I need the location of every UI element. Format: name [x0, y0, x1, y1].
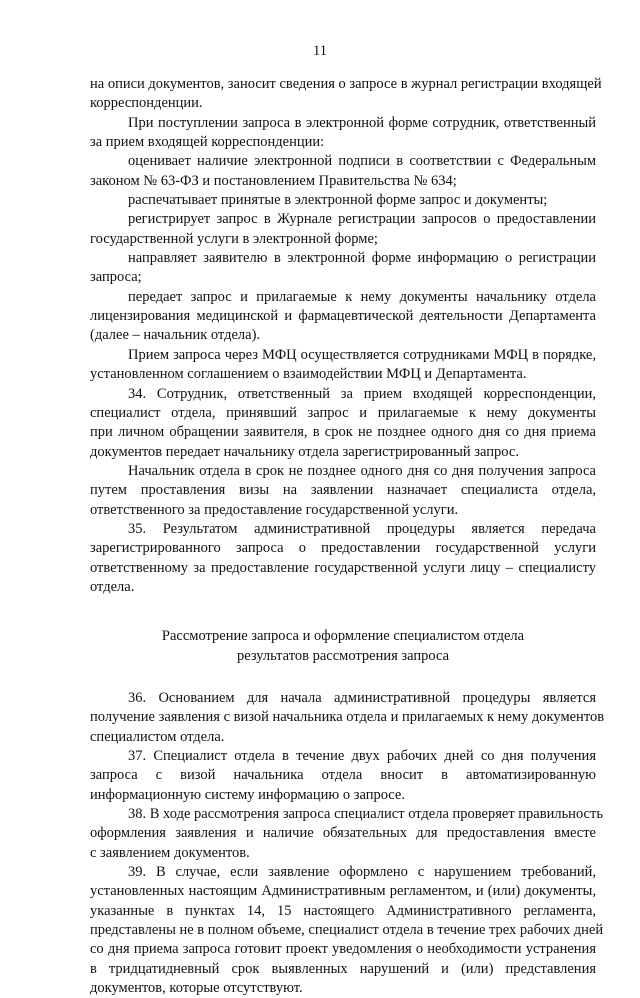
- heading-spacer-top: [90, 597, 596, 627]
- paragraph: [90, 805, 603, 863]
- paragraph-line: лицензирования медицинской и фармацевтической деятельности Департамента: [90, 308, 596, 325]
- paragraph-line: путем проставления визы на заявлении назначает специалиста отдела,: [90, 482, 596, 499]
- section-heading: [90, 627, 596, 666]
- paragraph-line: ответственного за предоставление государственной услуги.: [90, 501, 459, 518]
- document-body: [90, 75, 605, 998]
- paragraph-line: (далее – начальник отдела).: [90, 327, 261, 344]
- paragraph: [90, 385, 596, 462]
- paragraph-line: отдела.: [90, 578, 135, 595]
- paragraph: [90, 210, 596, 249]
- paragraph-line: установленном соглашением о взаимодействии МФЦ и Департамента.: [90, 366, 527, 383]
- paragraph: [90, 249, 596, 288]
- paragraph-line: зарегистрированного запроса о предоставлении государственной услуги: [90, 540, 596, 557]
- paragraph-line: запроса;: [90, 269, 142, 286]
- paragraph: [90, 75, 602, 114]
- paragraph: [90, 191, 596, 210]
- paragraph-line: Прием запроса через МФЦ осуществляется сотрудниками МФЦ в порядке,: [128, 346, 596, 363]
- heading-spacer-bottom: [90, 666, 596, 689]
- paragraph-line: документов, которые отсутствуют.: [90, 980, 303, 997]
- paragraph-line: государственной услуги в электронной форме;: [90, 230, 378, 247]
- paragraph: [90, 520, 596, 597]
- paragraph-line: ответственному за предоставление государственной услуги лицу – специалисту: [90, 559, 596, 576]
- paragraph-line: корреспонденции.: [90, 95, 203, 112]
- paragraph: [90, 462, 596, 520]
- paragraph-line: специалист отдела, принявший запрос и прилагаемые к нему документы: [90, 404, 596, 421]
- paragraph-line: 37. Специалист отдела в течение двух рабочих дней со дня получения: [128, 748, 596, 764]
- paragraph-line: 38. В ходе рассмотрения запроса специалист отдела проверяет правильность: [128, 806, 603, 823]
- text-section-before: [90, 75, 602, 597]
- section-heading-line: Рассмотрение запроса и оформление специалистом отдела: [161, 628, 525, 645]
- paragraph-line: указанные в пунктах 14, 15 настоящего Административного регламента,: [90, 902, 596, 919]
- paragraph: [90, 152, 596, 191]
- paragraph-line: 39. В случае, если заявление оформлено с нарушением требований,: [128, 864, 596, 881]
- paragraph-line: 36. Основанием для начала административной процедуры является: [128, 689, 596, 706]
- paragraph: [90, 863, 604, 998]
- paragraph-line: получение заявления с визой начальника отдела и прилагаемых к нему документов: [90, 709, 605, 726]
- paragraph-line: при личном обращении заявителя, в срок не позднее одного дня со дня приема: [90, 424, 596, 441]
- paragraph-line: установленных настоящим Административным регламентом, и (или) документы,: [90, 883, 596, 900]
- paragraph: [90, 288, 596, 346]
- paragraph-line: регистрирует запрос в Журнале регистрации запросов о предоставлении: [128, 211, 596, 228]
- paragraph-line: направляет заявителю в электронной форме информацию о регистрации: [128, 250, 596, 267]
- paragraph-line: запроса с визой начальника отдела вносит в автоматизированную: [90, 767, 596, 784]
- paragraph-line: Начальник отдела в срок не позднее одного дня со дня получения запроса: [128, 462, 596, 479]
- paragraph-line: 35. Результатом административной процедуры является передача: [128, 520, 596, 537]
- paragraph-line: 34. Сотрудник, ответственный за прием входящей корреспонденции,: [128, 385, 596, 402]
- paragraph-line: законом № 63-ФЗ и постановлением Правительства № 634;: [90, 172, 457, 189]
- text-section-after: [90, 689, 605, 998]
- paragraph-line: представлены не в полном объеме, специалист отдела в течение трех рабочих дней: [90, 922, 604, 939]
- paragraph-line: со дня приема запроса готовит проект уведомления о необходимости устранения: [90, 941, 596, 958]
- section-heading-line: результатов рассмотрения запроса: [236, 647, 450, 664]
- paragraph-line: за прием входящей корреспонденции:: [90, 134, 325, 151]
- paragraph-line: распечатывает принятые в электронной форме запрос и документы;: [128, 192, 548, 209]
- paragraph-line: с заявлением документов.: [90, 844, 250, 861]
- paragraph-line: в тридцатидневный срок выявленных нарушений и (или) представления: [90, 960, 596, 977]
- paragraph-line: При поступлении запроса в электронной форме сотрудник, ответственный: [128, 114, 596, 131]
- paragraph: [90, 114, 596, 153]
- paragraph-line: передает запрос и прилагаемые к нему документы начальнику отдела: [128, 288, 596, 305]
- paragraph-line: специалистом отдела.: [90, 728, 225, 745]
- page-number: 11: [313, 43, 327, 59]
- paragraph: [90, 747, 596, 805]
- paragraph-line: на описи документов, заносит сведения о запросе в журнал регистрации входящей: [90, 76, 602, 92]
- paragraph-line: оформления заявления и наличие обязательных для предоставления вместе: [90, 825, 596, 842]
- paragraph-line: оценивает наличие электронной подписи в соответствии с Федеральным: [128, 153, 596, 170]
- paragraph-line: документов передает начальнику отдела зарегистрированный запрос.: [90, 443, 519, 460]
- paragraph: [90, 346, 596, 385]
- paragraph: [90, 689, 605, 747]
- paragraph-line: информационную систему информацию о запросе.: [90, 786, 405, 803]
